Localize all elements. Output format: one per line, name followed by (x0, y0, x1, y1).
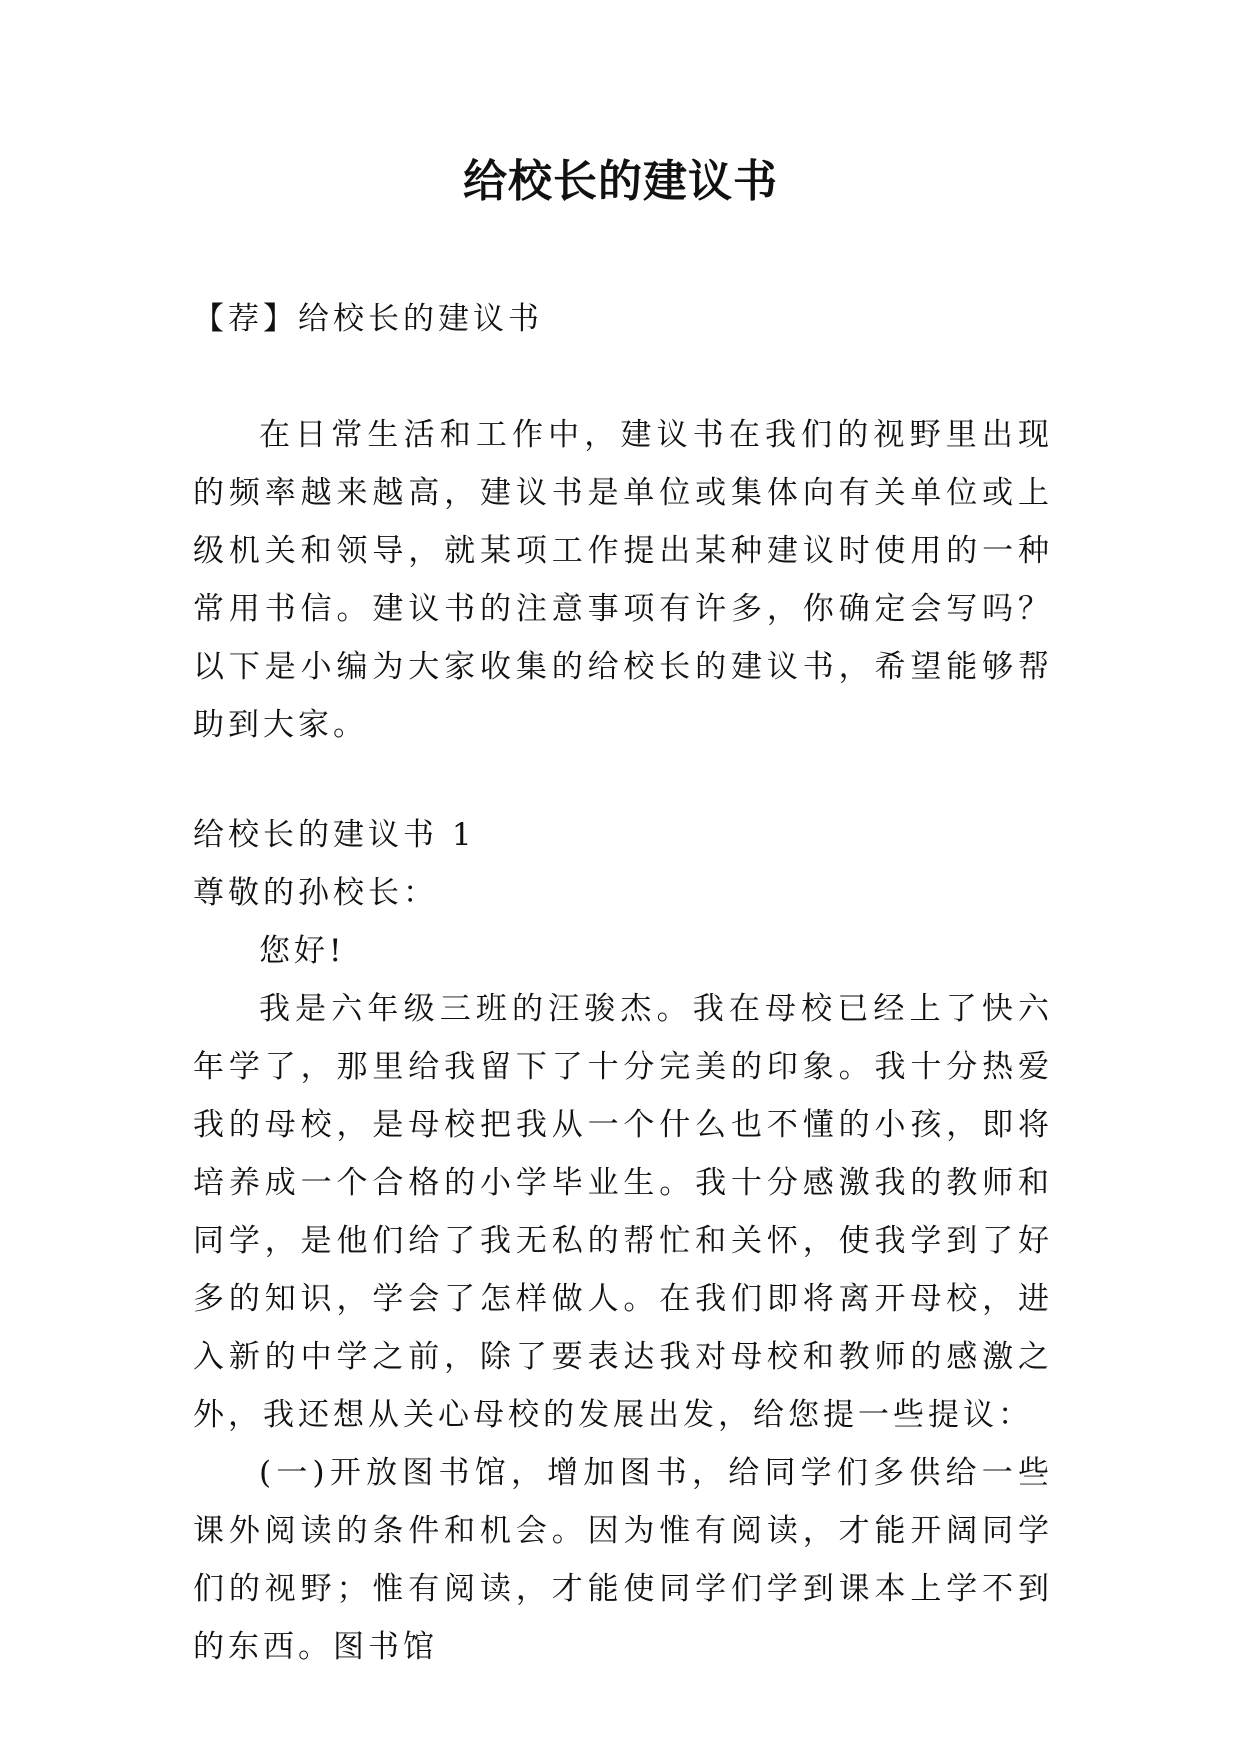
body-paragraph: 我是六年级三班的汪骏杰。我在母校已经上了快六年学了，那里给我留下了十分完美的印象。我十分热爱我的母校，是母校把我从一个什么也不懂的小孩，即将培养成一个合格的小学毕业生。我十分感激我的教师和同学，是他们给了我无私的帮忙和关怀，使我学到了好多的知识，学会了怎样做人。在我们即将离开母校，进入新的中学之前，除了要表达我对母校和教师的感激之外，我还想从关心母校的发展出发，给您提一些提议： (193, 991, 1053, 1433)
letter-greeting: 您好! (259, 933, 346, 969)
letter-salutation: 尊敬的孙校长： (193, 875, 438, 911)
document-subtitle: 【荐】给校长的建议书 (193, 301, 543, 337)
document-body (193, 290, 1053, 1676)
document-title: 给校长的建议书 (463, 156, 778, 207)
section-heading: 给校长的建议书 1 (193, 817, 476, 853)
body-paragraph: (一)开放图书馆，增加图书，给同学们多供给一些课外阅读的条件和机会。因为惟有阅读，才能开阔同学们的视野；惟有阅读，才能使同学们学到课本上学不到的东西。图书馆 (193, 1455, 1053, 1665)
intro-paragraph: 在日常生活和工作中，建议书在我们的视野里出现的频率越来越高，建议书是单位或集体向有关单位或上级机关和领导，就某项工作提出某种建议时使用的一种常用书信。建议书的注意事项有许多，你确定会写吗？以下是小编为大家收集的给校长的建议书，希望能够帮助到大家。 (193, 417, 1053, 743)
